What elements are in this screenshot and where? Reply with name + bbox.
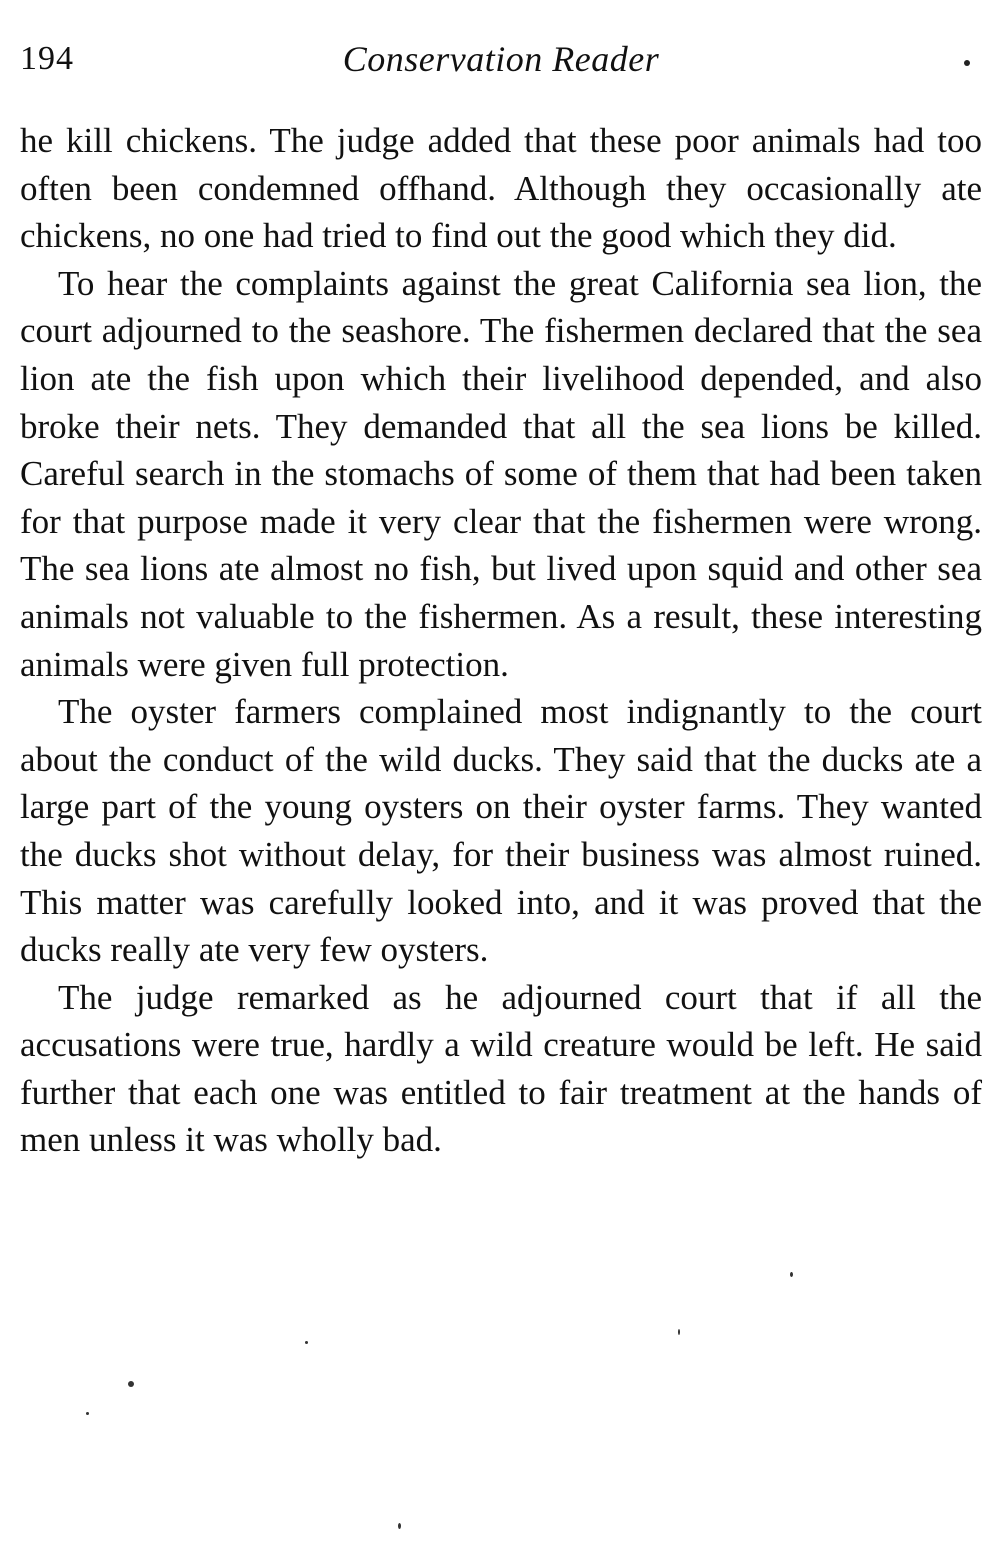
page-number: 194 — [20, 40, 74, 77]
print-speck — [678, 1329, 680, 1335]
paragraph: The oyster farmers complained most indignantly to the court about the conduct of the wild ducks. They said that the ducks ate a large part of the young oysters on their oyster farms. They wanted the ducks shot without delay, for their business was almost ruined. This matter was carefully looked into, and it was proved that the ducks really ate very few oysters. — [20, 692, 982, 970]
paragraph: To hear the complaints against the great California sea lion, the court adjourned to the seashore. The fishermen declared that the sea lion ate the fish upon which their livelihood depended, and also broke their nets. They demanded that all the sea lions be killed. Careful search in the stomachs of some of them that had been taken for that purpose made it very clear that the fishermen were wrong. The sea lions ate almost no fish, but lived upon squid and other sea animals not valuable to the fishermen. As a result, these interesting animals were given full protection. — [20, 263, 982, 684]
print-speck — [305, 1341, 308, 1344]
print-speck — [86, 1412, 89, 1415]
print-speck — [398, 1523, 401, 1529]
page-header — [20, 34, 982, 84]
body-text — [20, 117, 982, 1164]
print-speck — [128, 1381, 134, 1387]
print-speck — [790, 1272, 793, 1277]
paragraph: The judge remarked as he adjourned court that if all the accusations were true, hardly a wild creature would be left. He said further that each one was entitled to fair treatment at the hands of men unless it was wholly bad. — [20, 977, 982, 1160]
paragraph: he kill chickens. The judge added that these poor animals had too often been condemned offhand. Although they occasionally ate chickens, no one had tried to find out the good which they did. — [20, 121, 982, 256]
running-title: Conservation Reader — [342, 39, 660, 79]
print-speck — [964, 60, 970, 66]
